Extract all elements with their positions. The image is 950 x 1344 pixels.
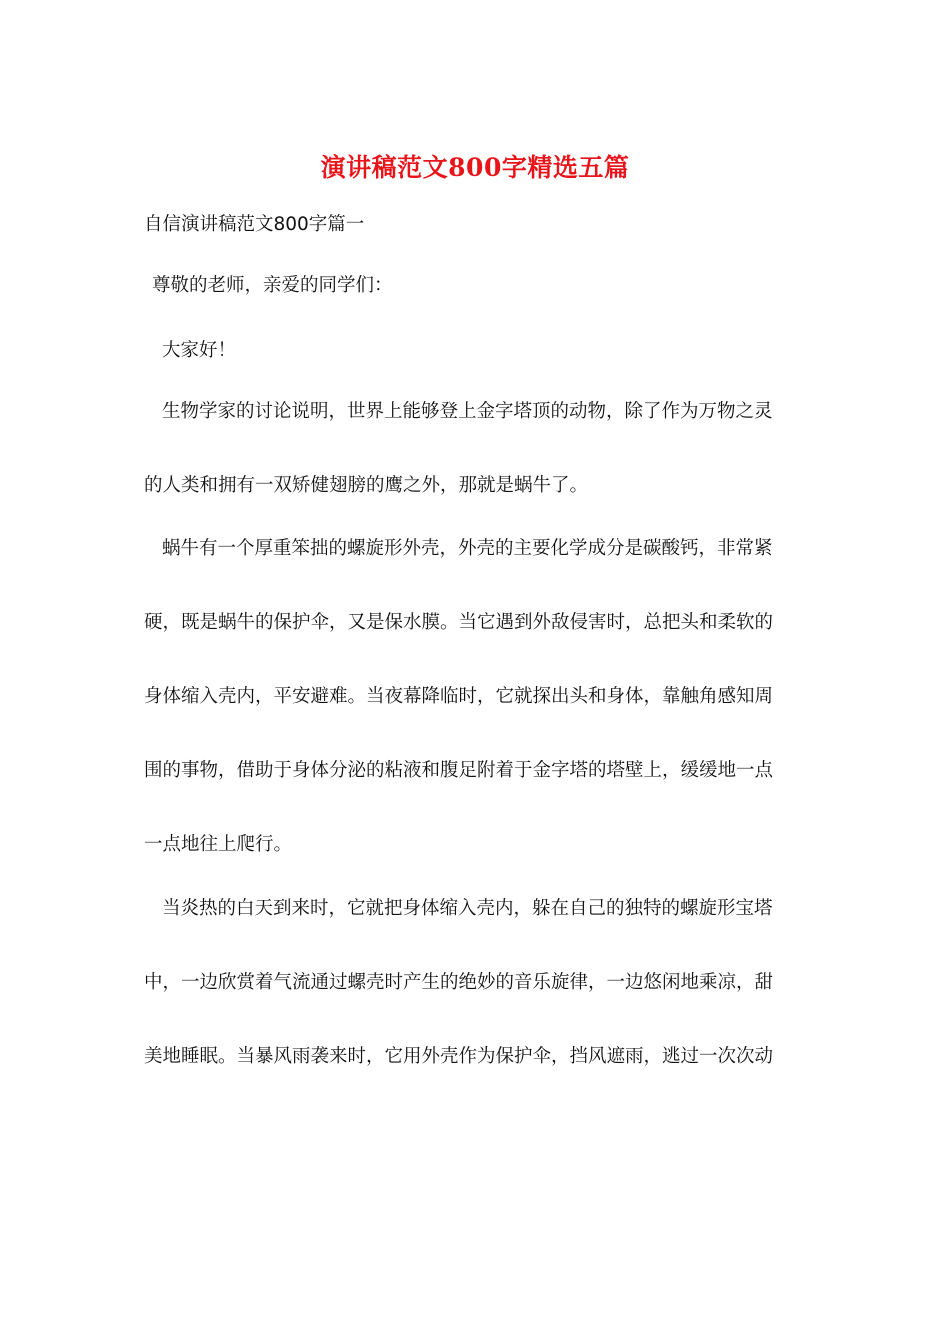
paragraph-line: 生物学家的讨论说明，世界上能够登上金字塔顶的动物，除了作为万物之灵 <box>162 401 773 422</box>
paragraph-2 <box>144 534 794 904</box>
paragraph-line: 蜗牛有一个厚重笨拙的螺旋形外壳，外壳的主要化学成分是碳酸钙，非常紧 <box>162 538 773 559</box>
greeting-line: 大家好！ <box>162 340 237 361</box>
document-title: 演讲稿范文800字精选五篇 <box>320 153 630 182</box>
paragraph-line: 一点地往上爬行。 <box>144 834 293 855</box>
paragraph-line: 当炎热的白天到来时，它就把身体缩入壳内，躲在自己的独特的螺旋形宝塔 <box>162 898 773 919</box>
paragraph-line: 身体缩入壳内，平安避难。当夜幕降临时，它就探出头和身体，靠触角感知周 <box>144 686 774 707</box>
paragraph-1 <box>144 397 794 545</box>
paragraph-line: 硬，既是蜗牛的保护伞，又是保水膜。当它遇到外敌侵害时，总把头和柔软的 <box>144 612 774 633</box>
paragraph-line: 中，一边欣赏着气流通过螺壳时产生的绝妙的音乐旋律，一边悠闲地乘凉，甜 <box>144 972 774 993</box>
paragraph-3 <box>144 894 794 1116</box>
paragraph-line: 美地睡眠。当暴风雨袭来时，它用外壳作为保护伞，挡风遮雨，逃过一次次动 <box>144 1046 774 1067</box>
salutation-line: 尊敬的老师，亲爱的同学们： <box>152 275 393 296</box>
paragraph-line: 的人类和拥有一双矫健翅膀的鹰之外，那就是蜗牛了。 <box>144 475 589 496</box>
section-subtitle: 自信演讲稿范文800字篇一 <box>144 214 365 235</box>
paragraph-line: 围的事物，借助于身体分泌的粘液和腹足附着于金字塔的塔壁上，缓缓地一点 <box>144 760 774 781</box>
